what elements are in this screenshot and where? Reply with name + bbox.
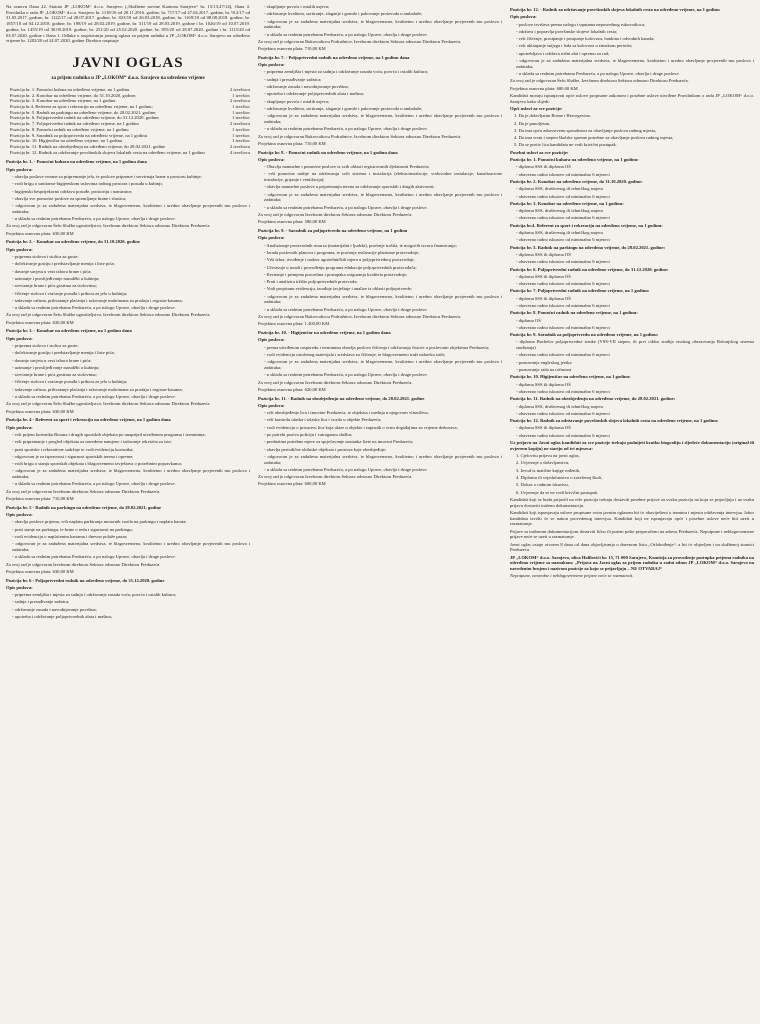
- special-condition-item: - obavezno radno iskustvo od minimalno 6 mjeseci: [516, 237, 610, 243]
- closing-paragraph: Kandidati koji se budu prijavili na više pozicija trebaju dostaviti posebne prijave za svaku poziciju na koju se prijavljuju i uz svaku prijavu dostaviti traženu dokumentaciju.: [510, 496, 754, 508]
- duty-item: - održavanje zasada i navodnjavanje površina;: [12, 606, 97, 612]
- duty-item: - obavlja poslove vezane za pripremanje jela, te poslove pripreme i servirnaja hrane u prostoru kuhinje;: [12, 173, 202, 179]
- duty-item: - izdavanje računa, prihvatanje plaćanja i rukovanje maloimana za prodaju i registar-kasama;: [12, 386, 183, 392]
- document-item: 4. Diplomu ili svjedočanstvo o završenoj školi,: [516, 474, 603, 480]
- general-condition: 1. Da je državljanin Bosne i Hercegovine,: [514, 113, 592, 119]
- duty-item: - odgovoran je za zadužena materijalna sredstva, te blagovremeno, kvalitetno i uredno obavljanje povjerenih mu poslova i zadataka;: [12, 541, 250, 552]
- position-heading: Pozicija br. 7. - Poljoprivredni radnik na određeno vrijeme, na 1 godinu dana: [258, 54, 410, 60]
- special-condition-heading: Pozicija br. 2. Konobar na određeno vrijeme, do 31.10.2020. godine:: [510, 178, 643, 184]
- position-count: 1 izvršioc: [232, 138, 250, 144]
- duty-item: - vrši kontrolu ulaska i izlaska lica i vozila u objekte Preduzeća;: [264, 417, 382, 423]
- special-condition-heading: Pozicija br. 6. Poljoprivredni radnik na određeno vrijeme, do 31.12.2020. godine:: [510, 266, 669, 272]
- paragraph: Projektna osnovna plata: 680,00 KM: [510, 85, 578, 91]
- closing-paragraph: Javni oglas ostaje otvoren 8 dana od dana objavljivanja u dnevnom listu „Oslobođenje“, a bit će objavljen i na službenoj stranici Preduzeća.: [510, 541, 754, 553]
- footer-note: Nepotpune, neuredne i neblagovremene prijave neće se razmatrati.: [510, 573, 634, 579]
- duty-item: - obavlja manuelne poslove u pripremanju terena za održavanje sportskih i drugih aktivnosti;: [264, 184, 435, 190]
- duty-item: - priprema stolova i stolica za goste;: [12, 343, 79, 348]
- paragraph: Za svoj rad je odgovoran Šefu Službe ugostiteljstva, Izvršnom direktoru Sektora odnosno Direktoru Preduzeća.: [6, 223, 211, 229]
- special-condition-item: - diploma SSS ili diploma OŠ: [516, 164, 571, 170]
- section-label: Opis poslova:: [6, 166, 33, 172]
- duty-item: - serviranje hrane i pića gostima za stolovima;: [12, 283, 97, 289]
- duty-item: - čišćenje stolova i vraćanje posuđa i pribora za jelo u kuhinju;: [12, 290, 128, 296]
- special-condition-item: - diploma SSS ili diploma OŠ: [516, 251, 571, 257]
- duty-item: - vrši pomoćne radnje na održavanju svih sistema i instalacija (elektroinstalacije, vodovodne instalacije, kanalizacione instalacije, grijanje i ventilacija);: [264, 171, 502, 183]
- position-name: Pozicija br. 1. Pomoćni kuhara na određeno vrijeme, na 1 godinu: [10, 86, 130, 92]
- section-label: Opis poslova:: [258, 62, 285, 68]
- duty-item: - serviranje hrane i pića gostima za stolovima;: [12, 372, 97, 378]
- special-condition-item: - obavezno radno iskustvo od minimalno 6 mjeseci: [516, 432, 610, 438]
- paragraph: Za svoj rad je odgovoran Izvršnom direktoru Sektora odnosno Direktoru Preduzeća.: [258, 212, 413, 218]
- position-heading: Pozicija br. 11. - Radnik na obezbjeđenju na određeno vrijeme, do 28.02.2021. godine: [258, 395, 425, 401]
- position-count: 2 izvršioca: [229, 121, 250, 127]
- special-condition-heading: Pozicija br. 1. Pomoćni kuhara na određeno vrijeme, na 1 godinu:: [510, 157, 639, 163]
- duty-item: - uzimanje i proslijeđivanje narudžbi u kuhinju;: [12, 275, 100, 281]
- section-label: Opis poslova:: [258, 402, 285, 408]
- position-name: Pozicija br. 12. Radnik za održavanje površinskih slojeva lokalnih cesta na određeno vrijeme, na 1 godinu: [10, 149, 205, 155]
- paragraph: Za svoj rad je odgovoran Šefu Službe ugostiteljstva, Izvršnom direktoru Sektora odnosno Direktoru Preduzeća.: [6, 312, 211, 318]
- duty-item: - upotreba i održavanje poljoprivrednih alata i mašina;: [264, 91, 364, 97]
- special-condition-heading: Pozicija br.4. Referent za sport i rekreaciju na određeno vrijeme, na 1 godinu:: [510, 222, 663, 228]
- duty-item: - u skladu sa realnim potrebama Preduzeća, a po nalogu Uprave, obavlja i druge poslove.: [12, 554, 176, 560]
- paragraph: Projektna osnovna plata: 630,00 KM: [6, 319, 74, 325]
- position-name: Pozicija br. 8. Pomoćni radnik na određeno vrijeme, na 1 godinu: [10, 126, 129, 132]
- paragraph: Projektna osnovna plata: 710,00 KM: [258, 140, 326, 146]
- duty-item: - upotreba i održavanje poljoprivrednih alata i mašina;: [12, 614, 112, 620]
- documents-list: [510, 453, 754, 495]
- duty-item: - Kreiranje i primjena procedura i postupaka osiguranja kvaliteta proizvodnje;: [264, 271, 408, 277]
- duty-item: - Prati i analizira tržište poljoprivrednih proizvoda;: [264, 279, 358, 285]
- special-condition-item: - diploma Bachelor poljoprivredne struke (VSS-VII stepen, ili prvi ciklus studija visokog obrazovanja Bolonjskog sistema studiranja): [516, 339, 754, 351]
- special-condition-item: - diploma SSS, društvenog ili tehničkog smjera: [516, 186, 603, 192]
- special-condition-heading: Pozicija br. 5. Radnik na parkingu na određeno vrijeme, do 28.02.2021. godine:: [510, 244, 666, 250]
- position-name: Pozicija br. 6. Poljoprivredni radnik na određeno vrijeme, do 31.12.2020. godine;: [10, 115, 160, 121]
- paragraph: Projektna osnovna plata: 630,00 KM: [6, 408, 74, 414]
- duty-item: - odgovoran je za zadužena materijalna sredstva, te blagovremeno, kvalitetno i uredno obavljanje povjerenih mu poslova i zadataka;: [516, 58, 754, 69]
- position-count: 2 izvršioca: [229, 98, 250, 104]
- duty-item: - odgovoran je za ispravnost i sigurnost sportskih terena i opreme;: [12, 453, 134, 459]
- duty-item: - davanje savjeta u vezi izbora hrane i pića;: [12, 268, 92, 274]
- section-label: Opis poslova:: [510, 14, 537, 20]
- duty-item: - obavlja periodične obilaske objekata i prostora koje obezbjeđuje;: [264, 446, 387, 452]
- special-condition-heading: Pozicija br. 3. Konobar na određeno vrijeme, na 1 godinu:: [510, 200, 624, 206]
- positions-list: [6, 87, 250, 155]
- position-count: 1 izvršioc: [232, 109, 250, 115]
- duty-item: - u skladu sa realnim potrebama Preduzeća, a po nalogu Uprave, obavlja i druge poslove.: [264, 306, 428, 312]
- position-name: Pozicija br. 7. Poljoprivredni radnik na određeno vrijeme, na 1 godinu: [10, 121, 139, 127]
- section-label: Opis poslova:: [258, 337, 285, 343]
- duty-item: - u skladu sa realnim potrebama Preduzeća, a po nalogu Uprave, obavlja i druge poslove.: [12, 481, 176, 487]
- paragraph: Za svoj rad je odgovoran Izvršnom direktoru Sektora odnosno Direktoru Preduzeća.: [258, 379, 413, 385]
- special-condition-item: - obavezno radno iskustvo od minimalno 6 mjeseci: [516, 388, 610, 394]
- position-heading: Pozicija br. 10. - Higijeničar na određeno vrijeme, na 1 godinu dana: [258, 330, 391, 336]
- duty-item: - skupljanje povrća i ostalih usjeva;: [264, 98, 330, 104]
- duty-item: - Obavlja manuelne i pomoćne poslove iz svih oblasti registrovanih djelatnosti Preduzeća;: [264, 164, 430, 170]
- section-label: Opis poslova:: [6, 584, 33, 590]
- document-item: 6. Uvjerenje da se ne vodi krivični postupak.: [516, 489, 599, 495]
- duty-item: - vrši obezbjeđenje lica i imovine Preduzeća, te objekata i uređaja u njegovom vlasništvu;: [264, 410, 429, 416]
- position-row: [6, 150, 250, 156]
- position-count: 1 izvršioc: [232, 104, 250, 110]
- intro-paragraph: Na osnovu člana 22. Statuta JP „LOKOM“ d.o.o. Sarajevo („Službene novine Kantona Sarajevo“ br. 15/13,47/14), člana 4. Pravilnika o radu JP „LOKOM“ d.o.o. Sarajevo br. 1118/16 od 20.11.2016. godine, br. 717/17 od 27.04.2017. godine, br. 912/17 od 31.05.2017. godine, br. 1122/17 od 28.07.2017. godine, br. 823/18 od 26.03.2018. godine, br. 1169/18 od 08.08.2018. godine, br. 1857/18 od 04.12.2018. godine, br. 198/19 od 28.02.2019. godine, br. 311/19 od 28.03.2019. godine i br. 1026/19 od 10.07.2019. godine, br. 1455/19 od 30.09.2019. godine, br. 251/20 od 25.02.2020. godine, br. 855/20 od 28.07.2020. godine i br. 1115/20 od 03.07.2020. godine i člana 1. Odluke o raspisivanju javnog oglasa za prijem radnika u JP „LOKOM“ d.o.o. Sarajevo na određeno vrijeme br. 1282/20 od 24.07.2020. godine Direktor raspisuje: [6, 4, 250, 44]
- duty-item: - vodi evidenciju o naplaćenim kartama i dnevno polaže pazar;: [12, 533, 128, 539]
- duty-item: - uzimanje i proslijeđivanje narudžbi u kuhinju;: [12, 364, 100, 370]
- duty-item: - u skladu sa realnim potrebama Preduzeća, a po nalogu Uprave, obavlja i druge poslove.: [264, 126, 428, 132]
- position-heading: Pozicija br. 6 - Poljoprivredni radnik na određeno vrijeme, do 31.12.2020. godine: [6, 577, 165, 583]
- duty-item: - održavanje kvaliteta, sortiranje, slaganje i gomile i pakovanje proizvoda u ambalaže;: [264, 105, 423, 111]
- duty-item: - vrši uklanjanje snijega i leda sa kolovoza u zimskom periodu;: [516, 43, 633, 49]
- duty-item: - vodi evidenciju o prisustvu lica koja ulaze u objekte i zapisnik o svim događajima za vrijeme dežurstva;: [264, 424, 458, 430]
- paragraph: Za svoj rad je odgovoran Izvršnom direktoru Sektora odnosno Direktoru Preduzeća.: [6, 561, 161, 567]
- paragraph: Projektna osnovna plata: 600,00 KM: [258, 481, 326, 487]
- duty-item: - vrši prijem korisnika Borana i drugih sportskih objekata po unaprijed utvrđenom programu i terminima;: [12, 431, 206, 437]
- special-condition-item: - diploma OŠ: [516, 317, 541, 323]
- duty-item: - higijenski besprijekorno održava posuđe, prostoriju i namirnice;: [12, 188, 133, 194]
- section-label: Opis poslova:: [258, 235, 285, 241]
- duty-item: - obavlja sve pomoćne poslove za spremljanje hrane i slastica;: [12, 195, 127, 201]
- paragraph: Projektna osnovna plata: 580,00 KM: [258, 219, 326, 225]
- section-label: Opis poslova:: [6, 424, 33, 430]
- closing-paragraph: Prijave sa traženom dokumentacijom dostaviti lično ili putem pošte preporučeno na adresu Preduzeća. Nepotpune i neblagovremene prijave neće se uzeti u razmatranje.: [510, 528, 754, 540]
- section-label: Opis poslova:: [6, 246, 33, 252]
- duty-item: - sadnja i presađivanje sadnica;: [12, 599, 70, 605]
- duty-item: - po potrebi poziva policiju i vatrogasnu službu;: [264, 431, 353, 437]
- special-condition-item: - obavezno radno iskustvo od minimalno 6 mjeseci: [516, 410, 610, 416]
- special-conditions-title: Posebni uslovi za sve pozicije:: [510, 149, 569, 155]
- duty-item: - Analiziranje proizvodnih resursa (materijalni i ljudski), praćenje trošila, te mogućih izvora finansiranja;: [264, 242, 457, 248]
- paragraph: Projektna osnovna plata: 620,00 KM: [258, 386, 326, 392]
- paragraph: Za svoj rad je odgovoran Izvršnom direktoru Sektora odnosno Direktoru Preduzeća.: [258, 474, 413, 480]
- position-heading: Pozicija br. 5 - Radnik na parkingu na određeno vrijeme, do 28.02.2021. godine: [6, 504, 162, 510]
- paragraph: Za svoj rad je odgovoran Šefu Službe, Izvršnom direktoru Sektora odnosno Direktoru Preduzeća.: [510, 78, 689, 84]
- position-count: 1 izvršioc: [232, 132, 250, 138]
- duty-item: - odgovoran je za zadužena materijalna sredstva, te blagovremeno, kvalitetno i uredno obavljanje povjerenih mu poslova i zadataka;: [264, 18, 502, 30]
- general-condition: 2. Da je punoljetan,: [514, 120, 551, 126]
- duty-item: - dočekivanje gostiju i predstavljanje menija i liste pića;: [12, 350, 115, 356]
- duty-item: - održava i popravlja površinske slojeve lokalnih cesta;: [516, 28, 618, 34]
- paragraph: Projektna osnovna plata: 630,00 KM: [6, 568, 74, 574]
- position-count: 4 izvršioca: [229, 149, 250, 155]
- column-3: [510, 4, 754, 1020]
- paragraph: Za svoj rad je odgovoran Rukovodiocu Podružnice, Izvršnom direktoru Sektora odnosno Direktoru Preduzeća.: [258, 133, 462, 139]
- position-heading: Pozicija br. 1. - Pomoćni kuhara na određeno vrijeme, na 1 godinu dana: [6, 159, 147, 165]
- special-condition-item: - diploma SSS ili diploma OŠ: [516, 381, 571, 387]
- special-condition-heading: Pozicija br. 8. Pomoćni radnik na određeno vrijeme, na 1 godinu:: [510, 310, 638, 316]
- special-condition-item: - diploma SSS ili diploma OŠ: [516, 425, 571, 431]
- special-condition-heading: Pozicija br. 7. Poljoprivredni radnik na određeno vrijeme, na 1 godinu:: [510, 288, 650, 294]
- special-condition-heading: Pozicija br. 12. Radnik za održavanje površinskih slojeva lokalnih cesta na određeno vrijeme, na 1 godinu:: [510, 418, 719, 424]
- docs-intro: Uz prijavu na Javni oglas kandidati za sve pozicije trebaju podnijeti kratku biografiju i sljedeće dokumentaciju (original ili ovjerenu kopiju) ne stariju od tri mjeseca:: [510, 440, 754, 451]
- position-name: Pozicija br. 11. Radnik na obezbjeđenju na određeno vrijeme, do 28.02.2021. godine: [10, 143, 166, 149]
- duty-item: - odgovoran je za zadužena materijalna sredstva, te blagovremeno, kvalitetno i uredno obavljanje povjerenih mu poslova i zadataka;: [12, 203, 250, 214]
- column-2: [258, 4, 502, 1020]
- position-heading: Pozicija br. 3. - Konobar na određeno vrijeme, na 1 godinu dana: [6, 328, 132, 334]
- paragraph: Projektna osnovna plata: 710,00 KM: [6, 496, 74, 502]
- duty-item: - u skladu sa realnim potrebama Preduzeća, a po nalogu Uprave, obavlja i druge poslove.: [12, 305, 176, 311]
- duty-item: - u skladu sa realnim potrebama Preduzeća, a po nalogu Uprave, obavlja i druge poslove.: [264, 204, 428, 210]
- special-condition-item: - diploma SSS, društvenog ili tehničkog smjera: [516, 403, 603, 409]
- duty-item: - vrši pripremanje i pregled objekata za navedene namjene i izdavanje rekvizita za iste;: [12, 439, 172, 445]
- ad-title: JAVNI OGLAS: [72, 54, 184, 71]
- duty-item: - u skladu sa realnim potrebama Preduzeća, a po nalogu Uprave, obavlja i druge poslove.: [12, 216, 176, 222]
- duty-item: - priprema stolova i stolica za goste;: [12, 254, 79, 260]
- duty-item: - poslove izvršava prema nalogu i uputama neposrednog rukovodioca;: [516, 21, 646, 27]
- paragraph: Za svoj rad je odgovoran Rukovodiocu Podružnice, Izvršnom direktoru Sektora odnosno Direktoru Preduzeća.: [258, 314, 462, 320]
- closing-paragraphs: [510, 497, 754, 553]
- special-condition-item: - diploma SSS, društvenog ili tehničkog smjera: [516, 230, 603, 236]
- duty-item: - Izrada poslovnih planova i programa, te praćenje realizacije planirane proizvodnje;: [264, 249, 420, 255]
- duty-item: - vrši čišćenje, prosipanje i posipanje kolovoza, bankina i odvodnih kanala;: [516, 36, 655, 42]
- position-name: Pozicija br. 10. Higijeničar na određeno vrijeme, na 1 godinu: [10, 138, 123, 144]
- duty-item: - prema utvrđenom rasporedu i terminima obavlja poslove čišćenja i održavanja čistoće u poslovnim objektima Preduzeća;: [264, 344, 490, 350]
- duty-item: - održavanje kvaliteta, sortiranje, slaganje i gomile i pakovanje proizvoda u ambalaže;: [264, 11, 423, 17]
- special-condition-item: - obavezno radno iskustvo od minimalno 6 mjeseci: [516, 171, 610, 177]
- column-3-body: [510, 7, 754, 112]
- paragraph: Projektna osnovna plata: 630,00 KM: [6, 230, 74, 236]
- duty-item: - preduzima potrebne mjere za sprječavanje nastanka štete na imovini Preduzeća;: [264, 439, 414, 445]
- paragraph: Za svoj rad je odgovoran Rukovodiocu Podružnice, Izvršnom direktoru Sektora odnosno Direktoru Preduzeća.: [258, 38, 462, 44]
- duty-item: - vodi evidenciju utrošenog materijala i sredstava za čišćenje, te blagovremeno traži nabavku istih;: [264, 351, 446, 357]
- paragraph: Za svoj rad je odgovoran Šefu Službe ugostiteljstva, Izvršnom direktoru Sektora odnosno Direktoru Preduzeća.: [6, 401, 211, 407]
- position-heading: Pozicija br. 2. - Konobar na određeno vrijeme, do 31.10.2020. godine: [6, 239, 140, 245]
- special-condition-item: - obavezno radno iskustvo od minimalno 6 mjeseci: [516, 193, 610, 199]
- general-condition: 5. Da se protiv lica kandidata ne vodi krivični postupak.: [514, 142, 617, 148]
- duty-item: - odgovoran je za zadužena materijalna sredstva, te blagovremeno, kvalitetno i uredno obavljanje povjerenih mu poslova i zadataka;: [12, 468, 250, 480]
- duty-item: - u skladu sa realnim potrebama Preduzeća, a po nalogu Uprave, obavlja i druge poslove.: [264, 466, 428, 472]
- document-item: 2. Uvjerenje o državljanstvu,: [516, 460, 570, 466]
- duty-item: - izdavanje računa, prihvatanje plaćanja i rukovanje maloimana za prodaju i registar-kasama;: [12, 297, 183, 303]
- position-heading: Pozicija br. 8. - Pomoćni radnik na određeno vrijeme, na 1 godinu dana: [258, 149, 398, 155]
- submission-address: JP „LOKOM“ d.o.o. Sarajevo, ulica Halilovići br. 15, 71 000 Sarajevo, Komisija za provođenje postupka prijema radnika na određeno vrijeme sa naznakom: „Prijava na Javni oglas za prijem radnika u radni odnos JP „LOKOM“ d.o.o. Sarajevo na navedenim brojem i nazivom pozicije za koju se prijavljuju – NE OTVARAJ“: [510, 554, 754, 571]
- section-label: Opis poslova:: [258, 156, 285, 162]
- position-heading: Pozicija br. 12. - Radnik za održavanje površinskih slojeva lokalnih cesta na određeno vrijeme, na 1 godinu: [510, 7, 720, 12]
- duty-item: - priprema zemljišta i mjesta za sadnju i održavanje zasada voća, povrća i ostalih kultura;: [12, 592, 176, 598]
- position-name: Pozicija br. 5. Radnik na parkingu na određeno vrijeme, do 28.02.2021. godine;: [10, 109, 157, 115]
- special-condition-item: - obavezno radno iskustvo od minimalno 6 mjeseci: [516, 352, 610, 358]
- special-condition-item: - diploma SSS ili diploma OŠ: [516, 273, 571, 279]
- duty-item: - priprema zemljišta i mjesta za sadnju i održavanje zasada voća, povrća i ostalih kultura;: [264, 69, 428, 75]
- position-count: 1 izvršioc: [232, 126, 250, 132]
- closing-paragraph: Kandidati koji ispunjavaju uslove propisane ovim javnim oglasom bit će obaviješteni o terminu i mjestu održavanja intervjua. Izbor kandidata izvršit će se nakon provedenog intervjua. Kandidati koji ne ispunjavaju opće i posebne uslove neće biti uzeti u razmatranje.: [510, 509, 754, 527]
- duty-item: - u skladu sa realnim potrebama Preduzeća, a po nalogu Uprave, obavlja i druge poslove.: [264, 372, 428, 378]
- general-condition: 3. Da ima opću zdravstvenu sposobnost za obavljanje poslova radnog mjesta,: [514, 127, 657, 133]
- position-name: Pozicija br. 2. Konobar na određeno vrijeme, do 31.10.2020. godine;: [10, 92, 137, 98]
- duty-item: - u skladu sa realnim potrebama Preduzeća, a po nalogu Uprave, obavlja i druge poslove.: [516, 71, 680, 77]
- position-count: 2 izvršioca: [229, 86, 250, 92]
- special-condition-item: - obavezno radno iskustvo od minimalno 6 mjeseci: [516, 259, 610, 265]
- special-condition-heading: Pozicija br. 11. Radnik na obezbjeđenju na određeno vrijeme, do 28.02.2021. godine:: [510, 396, 676, 402]
- duty-item: - Vrši izbor, uvođenje i nadzor agrotehničkih mjera u poljoprivrednoj proizvodnji;: [264, 257, 415, 263]
- duty-item: - sadnja i presađivanje sadnica;: [264, 76, 322, 82]
- general-conditions-list: [510, 113, 754, 148]
- duty-item: - dočekivanje gostiju i predstavljanje menija i liste pića;: [12, 261, 115, 267]
- section-label: Opis poslova:: [6, 512, 33, 518]
- duty-item: - vodi brigu o sanitarno-higijenskom uslovima radnog prostora i posuđa u kuhinji;: [12, 181, 163, 187]
- special-condition-item: - diploma SSS, društvenog ili tehničkog smjera: [516, 208, 603, 214]
- special-condition-item: - obavezno radno iskustvo od minimalno 6 mjeseci: [516, 302, 610, 308]
- position-name: Pozicija br.4. Referent za sport i rekreaciju na određeno vrijeme, na 1 godinu;: [10, 104, 153, 110]
- document-item: 5. Dokaz o radnom iskustvu,: [516, 482, 569, 488]
- duty-item: - u skladu sa realnim potrebama Preduzeća, a po nalogu Uprave, obavlja i druge poslove.: [12, 394, 176, 400]
- document-item: 1. Cjelovitu prijavu na javni oglas,: [516, 453, 580, 459]
- column-1: [6, 4, 250, 1020]
- special-condition-item: - obavezno radno iskustvo od minimalno 6 mjeseci: [516, 281, 610, 287]
- section-label: Opći uslovi za sve pozicije:: [510, 105, 563, 111]
- section-label: Opis poslova:: [6, 335, 33, 341]
- special-condition-item: - obavezno radno iskustvo od minimalno 6 mjeseci: [516, 324, 610, 330]
- paragraph: Za svoj rad je odgovoran Izvršnom direktoru Sektora odnosno Direktoru Preduzeća.: [6, 488, 161, 494]
- paragraph: Projektna osnovna plata: 710,00 KM: [258, 46, 326, 52]
- duty-item: - odgovoran je za zadužena materijalna sredstva, te blagovremeno, kvalitetno i uredno obavljanje povjerenih mu poslova i zadataka;: [264, 113, 502, 124]
- position-heading: Pozicija br. 9. - Saradnik za poljoprivredu na određeno vrijeme, na 1 godinu: [258, 228, 408, 234]
- duty-item: - Vodi propisanu evidenciju, izrađuje izvještaje i analize iz oblasti poljoprivrede;: [264, 286, 412, 292]
- position-count: 1 izvršioc: [232, 115, 250, 121]
- column-1-body: [6, 159, 250, 619]
- paragraph: Kandidati moraju ispunjavati opće uslove propisane zakonom i posebne uslove utvrđene Pravilnikom o radu JP „LOKOM“ d.o.o. Sarajevo kako slijedi:: [510, 92, 754, 104]
- duty-item: - odgovoran je za zadužena materijalna sredstva, te blagovremeno, kvalitetno i uredno obavljanje povjerenih mu poslova i zadataka;: [264, 359, 502, 370]
- special-condition-item: - poznavanje engleskog jezika: [516, 359, 572, 365]
- paragraph: Projektna osnovna plata: 1.400,00 KM: [258, 321, 330, 327]
- special-condition-item: - diploma SSS ili diploma OŠ: [516, 295, 571, 301]
- document-item: 3. Izvod iz matične knjige rođenih,: [516, 467, 581, 473]
- special-condition-item: - poznavanje rada na računaru: [516, 367, 572, 373]
- special-condition-item: - obavezno radno iskustvo od minimalno 6 mjeseci: [516, 215, 610, 221]
- general-condition: 4. Da ima vrstu i stepen školske spreme potrebne za obavljanje poslova radnog mjesta,: [514, 135, 674, 141]
- special-condition-heading: Pozicija br. 10. Higijeničar na određeno vrijeme, na 1 godinu:: [510, 374, 631, 380]
- duty-item: - obavlja poslove prijema, vrši naplatu parkiranja motornih vozila na parkingu i naplatu karata;: [12, 519, 187, 525]
- special-condition-heading: Pozicija br. 9. Saradnik za poljoprivredu na određeno vrijeme, na 1 godinu:: [510, 332, 659, 338]
- duty-item: - prati stanje na parkingu, te brine o redu i sigurnosti na parkingu;: [12, 526, 133, 532]
- position-count: 1 izvršioc: [232, 92, 250, 98]
- duty-item: - prati sportske i rekreativne sadržaje te vodi evidenciju korisnika;: [12, 446, 134, 452]
- duty-item: - odgovoran je za zadužena materijalna sredstva, te blagovremeno, kvalitetno i uredno obavljanje povjerenih mu poslova i zadataka;: [264, 453, 502, 465]
- position-name: Pozicija br. 9. Saradnik za poljoprivredu na određeno vrijeme, na 1 godinu: [10, 132, 148, 138]
- duty-item: - upotrebljava i održava ručni alat i opremu za rad;: [516, 50, 610, 56]
- position-name: Pozicija br. 3. Konobar na određeno vrijeme, na 1 godinu: [10, 98, 116, 104]
- duty-item: - čišćenje stolova i vraćanje posuđa i pribora za jelo u kuhinju;: [12, 379, 128, 385]
- duty-item: - Učestvuje u izradi i provođenju programa edukacije poljoprivrednih proizvođača;: [264, 264, 417, 270]
- duty-item: - davanje savjeta u vezi izbora hrane i pića;: [12, 357, 92, 363]
- ad-subtitle: za prijem radnika u JP „LOKOM“ d.o.o. Sarajevo na određeno vrijeme: [51, 75, 205, 81]
- position-heading: Pozicija br. 4 - Referent za sport i rekreaciju na određeno vrijeme, na 1 godinu dana: [6, 417, 171, 423]
- special-conditions-list: [510, 157, 754, 438]
- duty-item: - održavanje zasada i navodnjavanje površina;: [264, 84, 349, 90]
- duty-item: - odgovoran je za zadužena materijalna sredstva, te blagovremeno, kvalitetno i uredno obavljanje povjerenih mu poslova i zadataka;: [264, 293, 502, 305]
- duty-item: - skupljanje povrća i ostalih usjeva;: [264, 4, 330, 9]
- position-count: 2 izvršioca: [229, 143, 250, 149]
- duty-item: - vodi brigu o stanju sportskih objekata i blagovremeno izvještava o potrebnim popravkama;: [12, 461, 182, 467]
- duty-item: - u skladu sa realnim potrebama Preduzeća, a po nalogu Uprave, obavlja i druge poslove.: [264, 31, 428, 37]
- duty-item: - odgovoran je za zadužena materijalna sredstva, te blagovremeno, kvalitetno i uredno obavljanje povjerenih mu poslova i zadataka;: [264, 191, 502, 203]
- column-2-body: [258, 4, 502, 487]
